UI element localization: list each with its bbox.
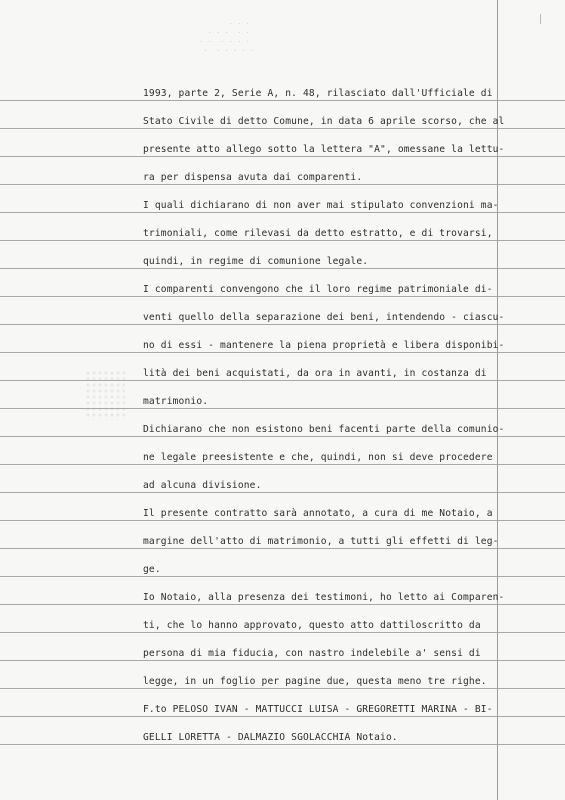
ruled-line bbox=[0, 576, 565, 577]
ruled-line bbox=[0, 156, 565, 157]
text-line: F.to PELOSO IVAN - MATTUCCI LUISA - GREGORETTI MARINA - BI- bbox=[143, 704, 493, 715]
text-line: lità dei beni acquistati, da ora in avanti, in costanza di bbox=[143, 368, 487, 379]
ruled-line bbox=[0, 464, 565, 465]
text-line: presente atto allego sotto la lettera "A", omessane la lettu- bbox=[143, 144, 505, 155]
ruled-line bbox=[0, 240, 565, 241]
text-line: ra per dispensa avuta dai comparenti. bbox=[143, 172, 363, 183]
text-line: legge, in un foglio per pagine due, questa meno tre righe. bbox=[143, 676, 487, 687]
ruled-line bbox=[0, 744, 565, 745]
text-line: matrimonio. bbox=[143, 396, 209, 407]
ruled-line bbox=[0, 128, 565, 129]
text-line: no di essi - mantenere la piena proprietà e libera disponibi- bbox=[143, 340, 505, 351]
ruled-line bbox=[0, 520, 565, 521]
text-line: ge. bbox=[143, 564, 161, 575]
ruled-line bbox=[0, 324, 565, 325]
text-line: trimoniali, come rilevasi da detto estratto, e di trovarsi, bbox=[143, 228, 493, 239]
text-line: I comparenti convengono che il loro regime patrimoniale di- bbox=[143, 284, 493, 295]
ruled-line bbox=[0, 660, 565, 661]
text-line: persona di mia fiducia, con nastro indelebile a' sensi di bbox=[143, 648, 481, 659]
ruled-line bbox=[0, 548, 565, 549]
corner-mark bbox=[540, 14, 541, 24]
text-line: ti, che lo hanno approvato, questo atto dattiloscritto da bbox=[143, 620, 481, 631]
ruled-line bbox=[0, 184, 565, 185]
text-line: Dichiarano che non esistono beni facenti parte della comunio- bbox=[143, 424, 505, 435]
ruled-line bbox=[0, 492, 565, 493]
text-line: GELLI LORETTA - DALMAZIO SGOLACCHIA Notaio. bbox=[143, 732, 398, 743]
ruled-line bbox=[0, 100, 565, 101]
ruled-line bbox=[0, 408, 565, 409]
text-line: quindi, in regime di comunione legale. bbox=[143, 256, 369, 267]
text-line: Io Notaio, alla presenza dei testimoni, ho letto ai Comparen- bbox=[143, 592, 505, 603]
text-line: 1993, parte 2, Serie A, n. 48, rilasciato dall'Ufficiale di bbox=[143, 88, 493, 99]
margin-smudge bbox=[85, 370, 125, 420]
ruled-line bbox=[0, 632, 565, 633]
text-line: margine dell'atto di matrimonio, a tutti gli effetti di leg- bbox=[143, 536, 499, 547]
ruled-line bbox=[0, 688, 565, 689]
ruled-line bbox=[0, 352, 565, 353]
ruled-line bbox=[0, 212, 565, 213]
text-line: Stato Civile di detto Comune, in data 6 aprile scorso, che al bbox=[143, 116, 505, 127]
ruled-line bbox=[0, 604, 565, 605]
ruled-line bbox=[0, 436, 565, 437]
text-line: ad alcuna divisione. bbox=[143, 480, 262, 491]
faded-header-stamp: · · · · · · · · · · · · · · · · · · · · bbox=[195, 20, 255, 55]
ruled-line bbox=[0, 716, 565, 717]
text-line: venti quello della separazione dei beni, intendendo - ciascu- bbox=[143, 312, 505, 323]
text-line: ne legale preesistente e che, quindi, non si deve procedere bbox=[143, 452, 493, 463]
text-line: I quali dichiarano di non aver mai stipulato convenzioni ma- bbox=[143, 200, 499, 211]
ruled-line bbox=[0, 380, 565, 381]
ruled-line bbox=[0, 268, 565, 269]
ruled-line bbox=[0, 296, 565, 297]
text-line: Il presente contratto sarà annotato, a cura di me Notaio, a bbox=[143, 508, 493, 519]
